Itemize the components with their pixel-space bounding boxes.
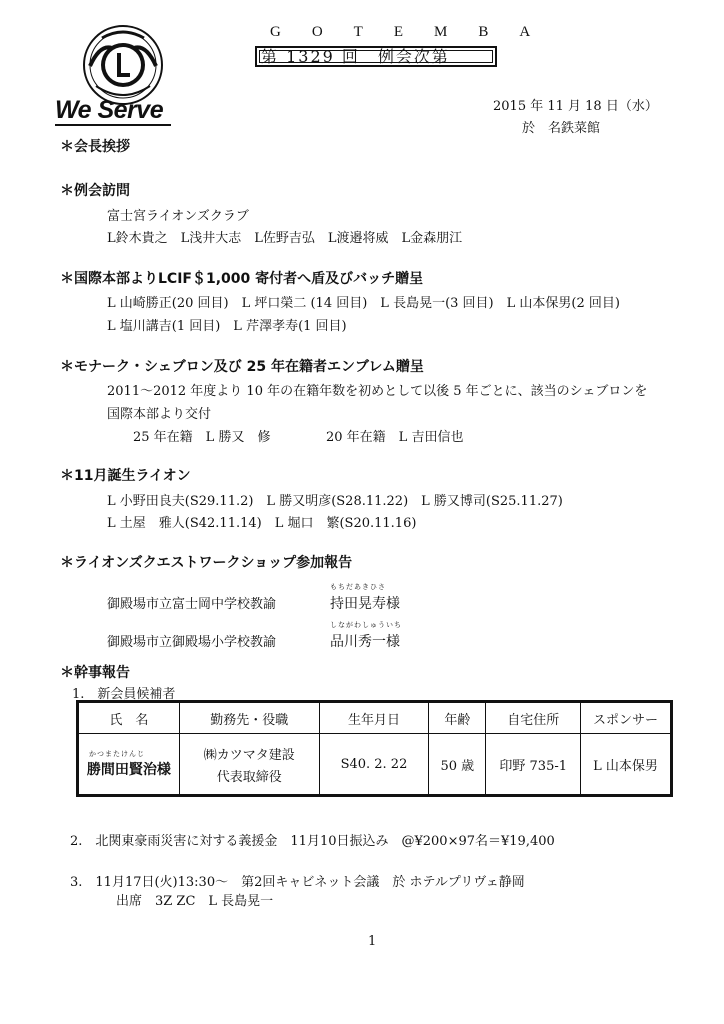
secretary-item-1: 1. 新会員候補者	[72, 687, 176, 702]
candidate-name: 勝間田賢治様	[86, 762, 171, 778]
candidate-table	[78, 702, 671, 795]
section-secretary-heading: ＊幹事報告	[60, 665, 130, 681]
chevron-25-years: 25 年在籍 L 勝又 修	[133, 430, 271, 445]
header-name: 氏 名	[79, 703, 180, 734]
meeting-date: 2015 年 11 月 18 日（水）	[493, 99, 658, 114]
candidate-company: ㈱カツマタ建設	[203, 747, 295, 763]
secretary-item-2: 2. 北関東豪雨災害に対する義援金 11月10日振込み @¥200×97名＝¥19,400	[70, 834, 555, 849]
workshop-name-2: 品川秀一様	[330, 634, 400, 650]
header-workplace: 勤務先・役職	[179, 703, 319, 734]
lcif-line-2: L 塩川講吉(1 回目) L 芹澤孝寿(1 回目)	[107, 319, 347, 334]
cell-address: 印野 735-1	[486, 734, 581, 795]
logo-underline	[55, 124, 171, 126]
secretary-item-3-attendee: 出席 3Z ZC L 長島晃一	[116, 894, 274, 909]
secretary-item-3: 3. 11月17日(火)13:30～ 第2回キャビネット会議 於 ホテルプリヴェ静岡	[70, 875, 525, 890]
section-chevron-heading: ＊モナーク・シェブロン及び 25 年在籍者エンブレム贈呈	[60, 359, 424, 375]
lcif-line-1: L 山崎勝正(20 回目) L 坪口榮二 (14 回目) L 長島晃一(3 回目) L 山本保男(2 回目)	[107, 296, 620, 311]
section-lcif-heading: ＊国際本部よりLCIF＄1,000 寄付者へ盾及びバッチ贈呈	[60, 271, 424, 287]
header-sponsor: スポンサー	[581, 703, 671, 734]
page-number: 1	[368, 934, 377, 949]
header-address: 自宅住所	[486, 703, 581, 734]
workshop-ruby-2: しながわしゅういち	[330, 621, 402, 629]
cell-sponsor: L 山本保男	[581, 734, 671, 795]
candidate-ruby: かつまたけんじ	[89, 750, 145, 758]
we-serve-logo-text: We Serve	[55, 96, 164, 124]
cell-birthdate: S40. 2. 22	[319, 734, 429, 795]
table-row	[79, 734, 671, 795]
header-letters: GOTEMBA	[270, 24, 562, 40]
visit-members: L鈴木貴之 L浅井大志 L佐野吉弘 L渡邉将威 L金森朋江	[107, 231, 463, 246]
table-header-row	[79, 703, 671, 734]
section-visit-heading: ＊例会訪問	[60, 183, 130, 199]
section-workshop-heading: ＊ライオンズクエストワークショップ参加報告	[60, 555, 353, 571]
lions-emblem-icon	[82, 24, 164, 106]
header-age: 年齢	[429, 703, 486, 734]
section-greeting: ＊会長挨拶	[60, 139, 130, 155]
cell-age: 50 歳	[429, 734, 486, 795]
chevron-20-years: 20 年在籍 L 吉田信也	[326, 430, 464, 445]
header-birthdate: 生年月日	[319, 703, 429, 734]
chevron-line-1: 2011～2012 年度より 10 年の在籍年数を初めとして以後 5 年ごとに、該当のシェブロンを	[107, 384, 648, 399]
section-birthday-heading: ＊11月誕生ライオン	[60, 468, 191, 484]
workshop-school-1: 御殿場市立富士岡中学校教諭	[107, 597, 277, 612]
workshop-name-1: 持田晃寿様	[330, 596, 400, 612]
cell-name	[79, 734, 180, 795]
birthday-line-1: L 小野田良夫(S29.11.2) L 勝又明彦(S28.11.22) L 勝又博司(S25.11.27)	[107, 494, 563, 509]
birthday-line-2: L 土屋 雅人(S42.11.14) L 堀口 繁(S20.11.16)	[107, 516, 417, 531]
workshop-school-2: 御殿場市立御殿場小学校教諭	[107, 635, 277, 650]
cell-workplace	[179, 734, 319, 795]
workshop-ruby-1: もちだあきひさ	[330, 583, 386, 591]
meeting-title-box: 第 1329 回 例会次第	[255, 46, 497, 67]
meeting-venue: 於 名鉄菜館	[522, 121, 601, 136]
chevron-line-2: 国際本部より交付	[107, 407, 212, 422]
visit-club: 富士宮ライオンズクラブ	[107, 209, 249, 224]
candidate-position: 代表取締役	[216, 769, 282, 785]
